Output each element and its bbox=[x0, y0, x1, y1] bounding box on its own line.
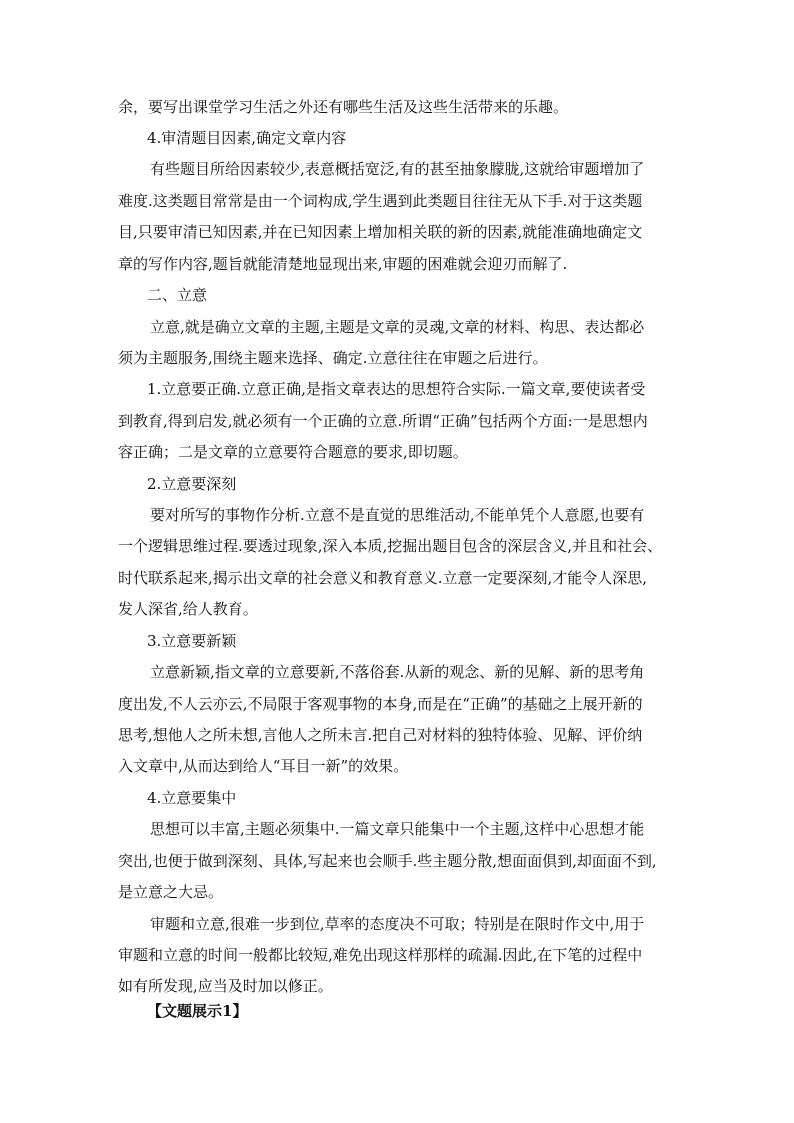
text-line: 突出,也便于做到深刻、具体,写起来也会顺手.些主题分散,想面面俱到,却面面不到, bbox=[118, 852, 657, 870]
text-line: 余，要写出课堂学习生活之外还有哪些生活及这些生活带来的乐趣。 bbox=[118, 98, 569, 116]
section-heading: 4.审清题目因素,确定文章内容 bbox=[147, 129, 347, 147]
text-line: 到教育,得到启发,就必须有一个正确的立意.所谓“正确”包括两个方面:一是思想内 bbox=[118, 412, 648, 430]
text-line: 审题和立意的时间一般都比较短,难免出现这样那样的疏漏.因此,在下笔的过程中 bbox=[118, 946, 643, 964]
example-heading: 【文题展示1】 bbox=[147, 1002, 248, 1020]
text-line: 目,只要审清已知因素,并在已知因素上增加相关联的新的因素,就能准确地确定文 bbox=[118, 223, 643, 241]
text-line: 如有所发现,应当及时加以修正。 bbox=[118, 977, 333, 995]
section-heading: 二、立意 bbox=[147, 286, 208, 304]
text-line: 是立意之大忌。 bbox=[118, 883, 224, 901]
text-line: 时代联系起来,揭示出文章的社会意义和教育意义.立意一定要深刻,才能令人深思, bbox=[118, 569, 648, 587]
text-line: 有些题目所给因素较少,表意概括宽泛,有的甚至抽象朦胧,这就给审题增加了 bbox=[150, 160, 645, 178]
text-line: 思考,想他人之所未想,言他人之所未言.把自己对材料的独特体验、见解、评价纳 bbox=[118, 726, 643, 744]
text-line: 发人深省,给人教育。 bbox=[118, 600, 258, 618]
text-line: 审题和立意,很难一步到位,草率的态度决不可取；特别是在限时作文中,用于 bbox=[150, 915, 645, 933]
section-heading: 2.立意要深刻 bbox=[147, 475, 237, 493]
text-line: 章的写作内容,题旨就能清楚地显现出来,审题的困难就会迎刃而解了. bbox=[118, 255, 568, 273]
text-line: 入文章中,从而达到给人“耳目一新”的效果。 bbox=[118, 757, 409, 775]
text-line: 难度.这类题目常常是由一个词构成,学生遇到此类题目往往无从下手.对于这类题 bbox=[118, 192, 643, 210]
text-line: 思想可以丰富,主题必须集中.一篇文章只能集中一个主题,这样中心思想才能 bbox=[150, 820, 645, 838]
section-heading: 3.立意要新颖 bbox=[147, 632, 237, 650]
text-line: 容正确；二是文章的立意要符合题意的要求,即切题。 bbox=[118, 443, 468, 461]
text-line: 要对所写的事物作分析.立意不是直觉的思维活动,不能单凭个人意愿,也要有 bbox=[150, 506, 645, 524]
text-line: 立意,就是确立文章的主题,主题是文章的灵魂,文章的材料、构思、表达都必 bbox=[150, 318, 645, 336]
text-line: 度出发,不人云亦云,不局限于客观事物的本身,而是在“正确”的基础之上展开新的 bbox=[118, 695, 643, 713]
text-line: 一个逻辑思维过程.要透过现象,深入本质,挖掘出题目包含的深层含义,并且和社会、 bbox=[118, 537, 663, 555]
text-line: 立意新颖,指文章的立意要新,不落俗套.从新的观念、新的见解、新的思考角 bbox=[150, 663, 645, 681]
section-heading: 4.立意要集中 bbox=[147, 789, 237, 807]
text-line: 1.立意要正确.立意正确,是指文章表达的思想符合实际.一篇文章,要使读者受 bbox=[147, 380, 646, 398]
text-line: 须为主题服务,围绕主题来选择、确定.立意往往在审题之后进行。 bbox=[118, 349, 548, 367]
